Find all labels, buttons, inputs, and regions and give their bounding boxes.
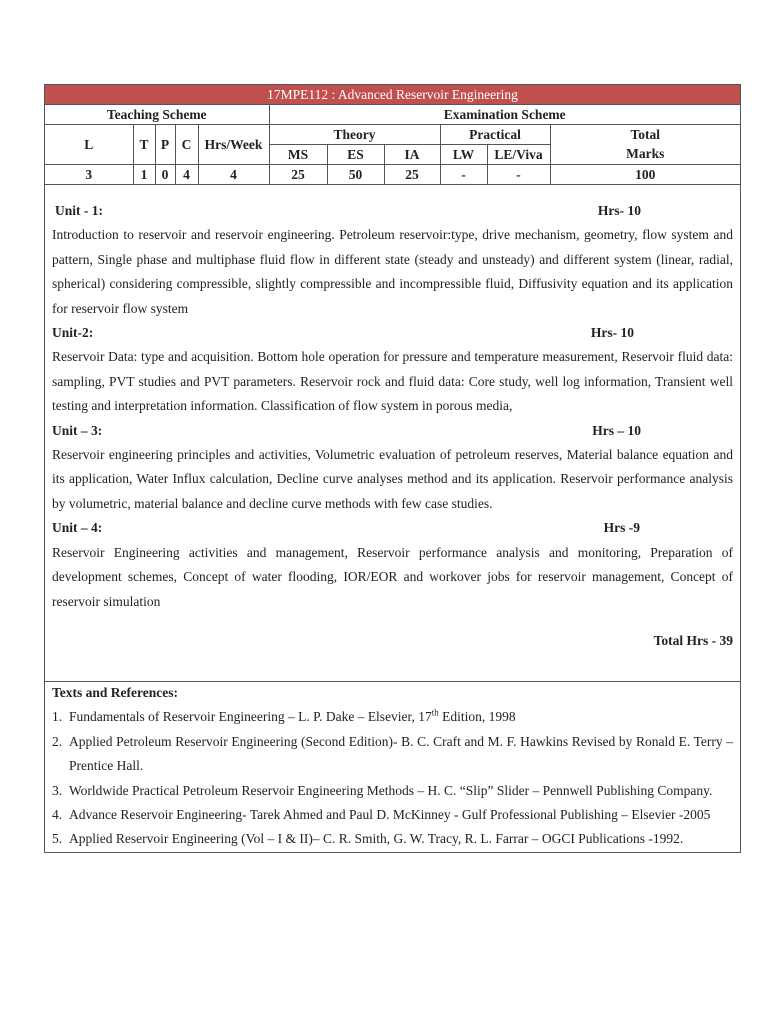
ordinal-suffix: th: [431, 707, 439, 718]
total-hours: Total Hrs - 39: [653, 632, 733, 648]
value-t: 1: [133, 165, 155, 185]
reference-number: 4.: [52, 807, 63, 823]
unit-3: [52, 419, 733, 517]
unit-content: Introduction to reservoir and reservoir engineering. Petroleum reservoir:type, drive mechanism, geometry, flow system and pattern, Single phase and multiphase fluid flow in different state (steady and unsteady) and different system (linear, radial, spherical) considering compressible, slightly compressible and incompressible fluid, Diffusivity equation and its application for reservoir flow system: [52, 227, 733, 316]
value-lw: -: [440, 165, 487, 185]
value-es: 50: [327, 165, 384, 185]
unit-1: [52, 199, 733, 321]
unit-4: [52, 516, 733, 614]
unit-title: Unit - 1:: [55, 203, 103, 218]
scheme-table: [45, 85, 740, 185]
header-practical: Practical: [440, 125, 550, 145]
header-theory: Theory: [269, 125, 440, 145]
texts-and-references: [45, 681, 740, 852]
reference-text: Applied Reservoir Engineering (Vol – I & II)– C. R. Smith, G. W. Tracy, R. L. Farrar – OGCI Publications -1992.: [69, 831, 684, 847]
teaching-scheme-label: Teaching Scheme: [45, 105, 269, 125]
unit-title: Unit – 3:: [52, 422, 103, 438]
reference-item: [52, 730, 733, 779]
header-t: T: [133, 125, 155, 165]
reference-text: Worldwide Practical Petroleum Reservoir Engineering Methods – H. C. “Slip” Slider – Pennwell Publishing Company.: [69, 782, 713, 798]
value-p: 0: [155, 165, 175, 185]
header-ms: MS: [269, 145, 327, 165]
unit-hours: Hrs- 10: [597, 203, 641, 218]
header-l: L: [45, 125, 133, 165]
header-hrs-week: Hrs/Week: [198, 125, 269, 165]
header-ia: IA: [384, 145, 440, 165]
unit-2: [52, 321, 733, 419]
syllabus-units: [45, 185, 740, 682]
value-le-viva: -: [487, 165, 550, 185]
reference-number: 2.: [52, 733, 63, 749]
header-lw: LW: [440, 145, 487, 165]
header-p: P: [155, 125, 175, 165]
value-l: 3: [45, 165, 133, 185]
value-ms: 25: [269, 165, 327, 185]
header-total: Total: [550, 125, 740, 145]
unit-content: Reservoir Engineering activities and management, Reservoir performance analysis and monitoring, Preparation of development schemes, Concept of water flooding, IOR/EOR and workover jobs for reservoir management, Concept of reservoir simulation: [52, 544, 733, 609]
unit-content: Reservoir Data: type and acquisition. Bottom hole operation for pressure and temperature measurement, Reservoir fluid data: sampling, PVT studies and PVT parameters. Reservoir rock and fluid data: Core study, well log information, Transient well testing and interpretation information. Classification of flow system in porous media,: [52, 349, 733, 414]
value-total-marks: 100: [550, 165, 740, 185]
unit-content: Reservoir engineering principles and activities, Volumetric evaluation of petroleum reserves, Material balance equation and its application, Water Influx calculation, Decline curve analyses method and its application. Reservoir performance analysis by volumetric, material balance and decline curve methods with few case studies.: [52, 447, 733, 511]
references-title: Texts and References:: [52, 685, 178, 700]
reference-item: [52, 803, 733, 827]
header-es: ES: [327, 145, 384, 165]
reference-item: [52, 779, 733, 803]
syllabus-document: [44, 84, 741, 853]
course-title: 17MPE112 : Advanced Reservoir Engineering: [45, 85, 740, 105]
reference-text: Applied Petroleum Reservoir Engineering (Second Edition)- B. C. Craft and M. F. Hawkins Revised by Ronald E. Terry – Prentice Hall.: [69, 733, 733, 774]
reference-number: 5.: [52, 831, 63, 847]
header-marks: Marks: [550, 145, 740, 165]
unit-hours: Hrs -9: [603, 520, 640, 536]
header-le-viva: LE/Viva: [487, 145, 550, 165]
examination-scheme-label: Examination Scheme: [269, 105, 740, 125]
unit-hours: Hrs – 10: [592, 422, 641, 438]
value-ia: 25: [384, 165, 440, 185]
reference-number: 1.: [52, 709, 63, 725]
reference-number: 3.: [52, 782, 63, 798]
value-c: 4: [175, 165, 198, 185]
reference-text: Advance Reservoir Engineering- Tarek Ahmed and Paul D. McKinney - Gulf Professional Publishing – Elsevier -2005: [69, 807, 711, 823]
reference-item: [52, 827, 733, 851]
unit-hours: Hrs- 10: [590, 325, 634, 341]
reference-text: Fundamentals of Reservoir Engineering – L. P. Dake – Elsevier, 17th Edition, 1998: [69, 707, 516, 725]
header-c: C: [175, 125, 198, 165]
value-hrs-week: 4: [198, 165, 269, 185]
unit-title: Unit – 4:: [52, 520, 103, 536]
unit-title: Unit-2:: [52, 325, 94, 341]
reference-item: [52, 705, 733, 729]
